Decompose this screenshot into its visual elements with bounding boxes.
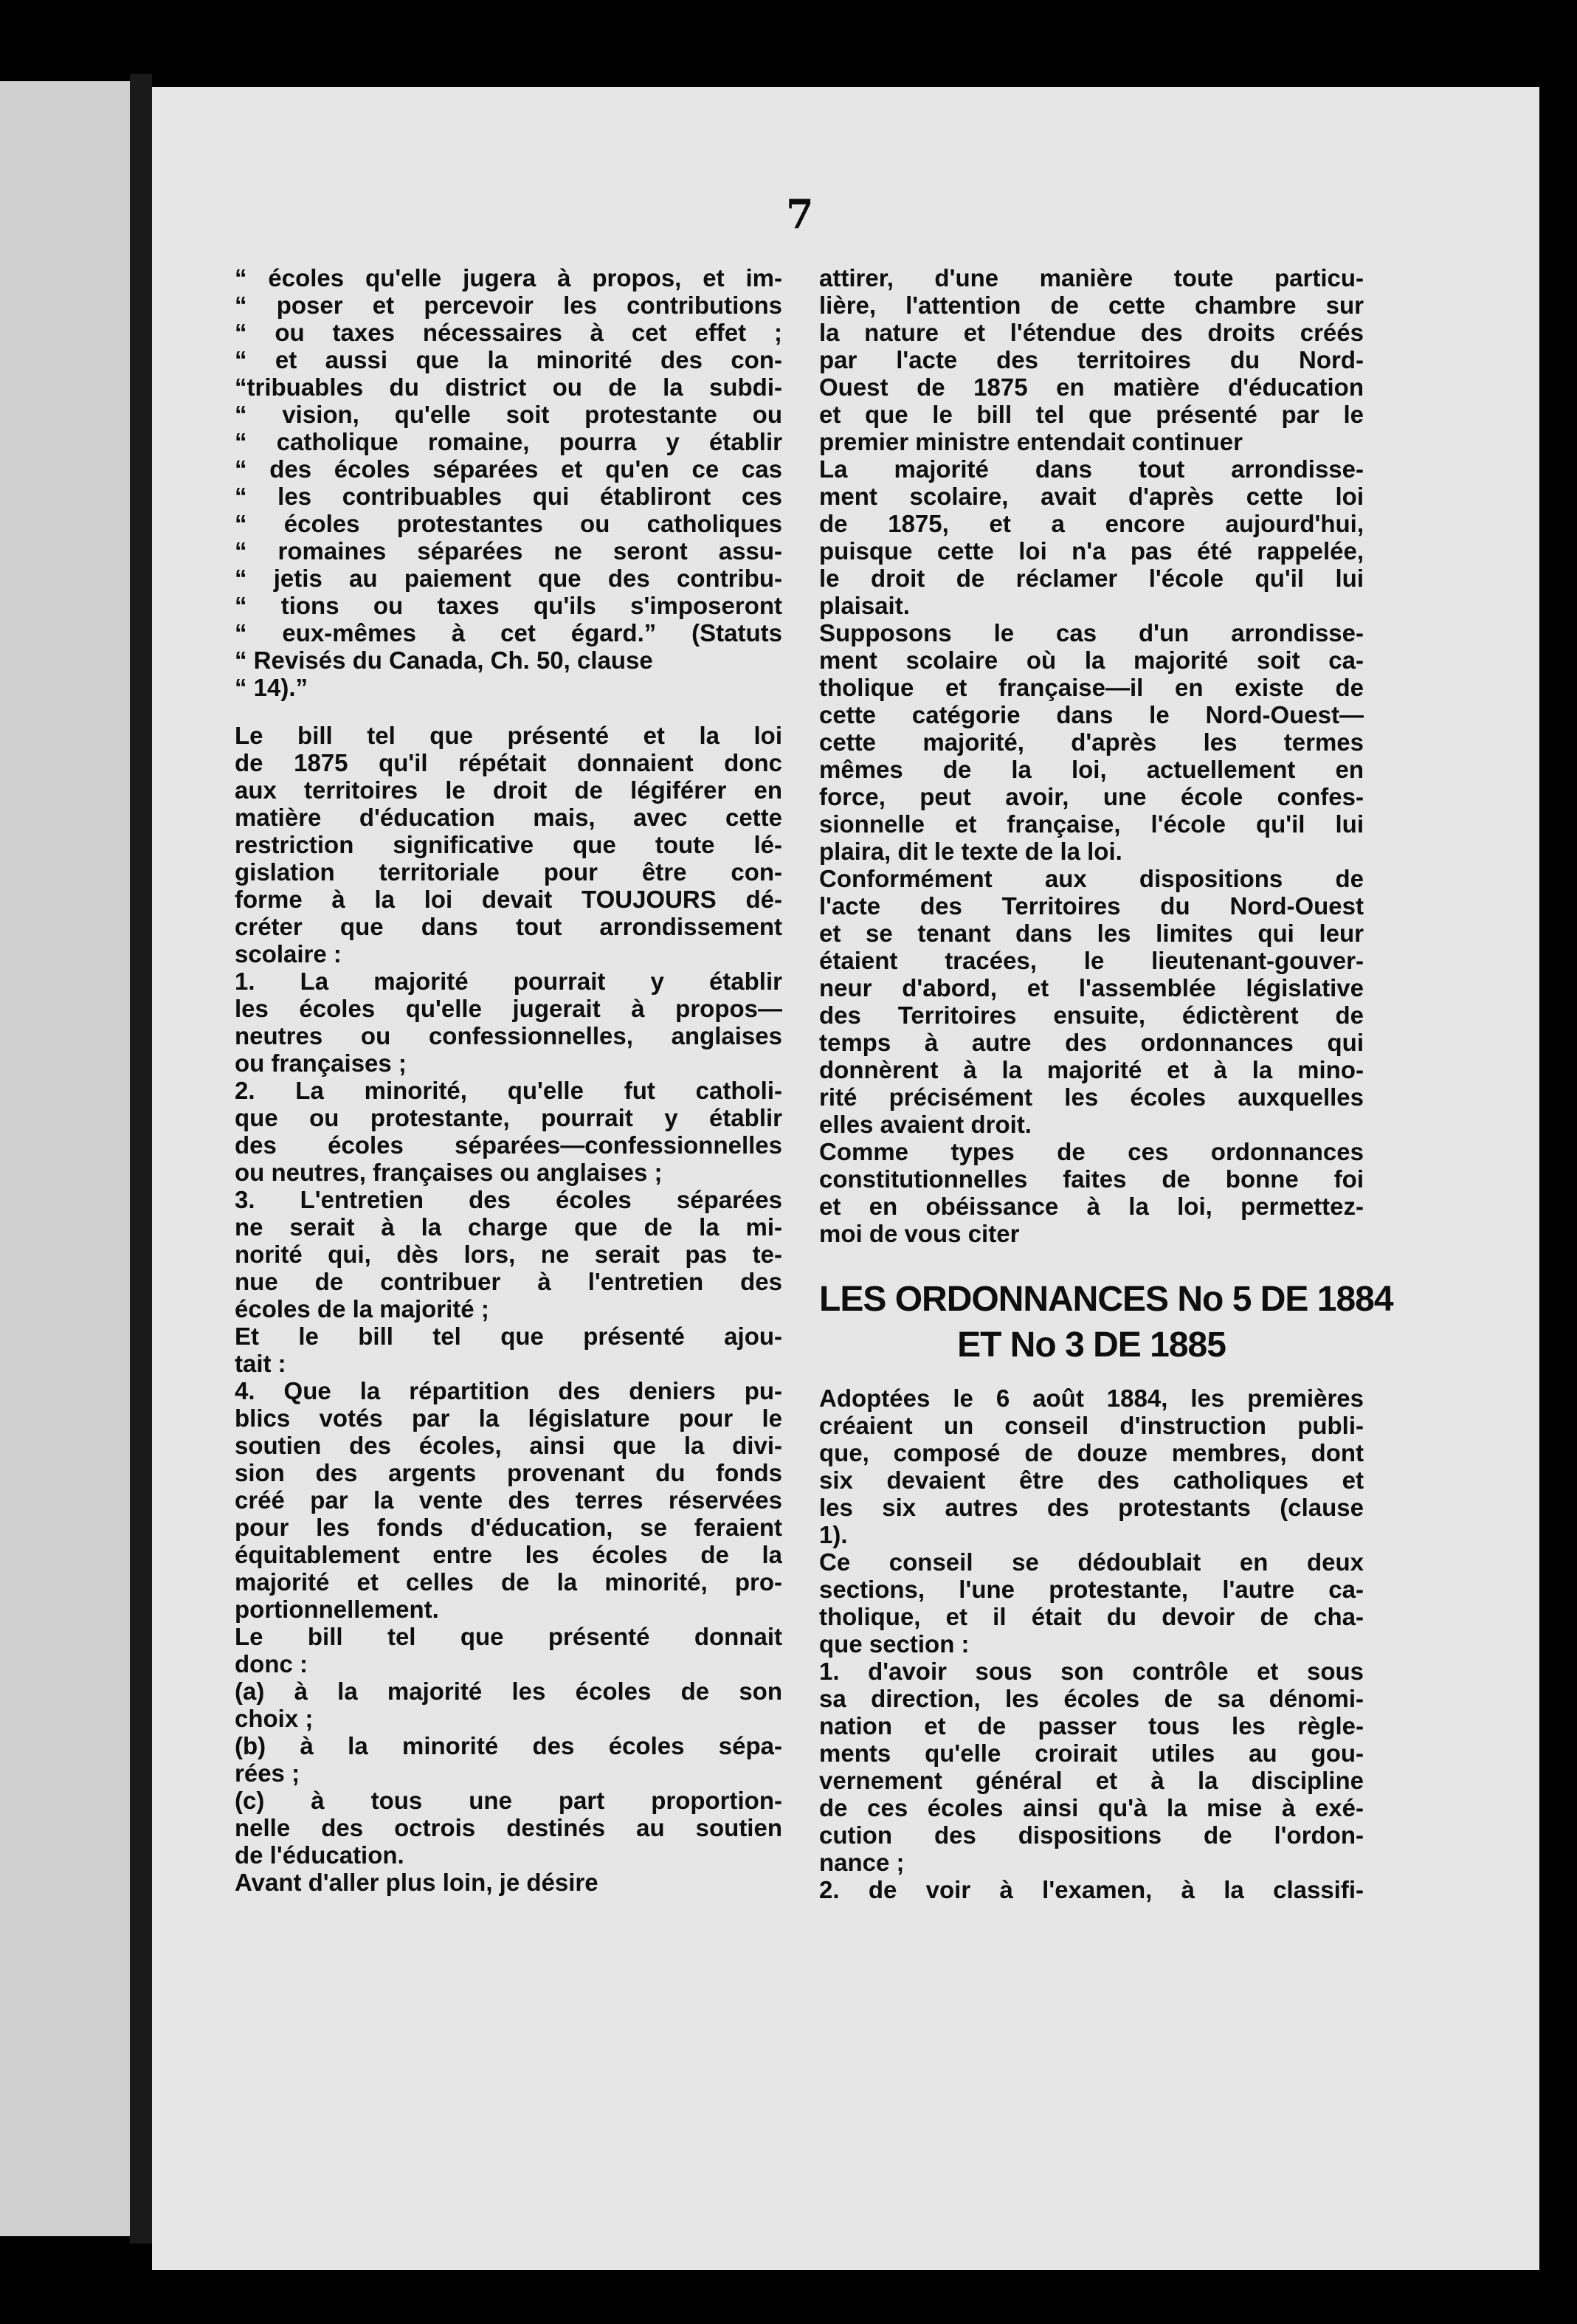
text-line: “ les contribuables qui établiront ces [235,483,782,510]
text-line: cution des dispositions de l'ordon- [819,1821,1364,1849]
text-line: ment scolaire, avait d'après cette loi [819,483,1364,510]
text-line: donc : [235,1650,308,1678]
text-line: créé par la vente des terres réservées [235,1486,782,1514]
text-line: moi de vous citer [819,1220,1020,1247]
text-line: rité précisément les écoles auxquelles [819,1083,1364,1111]
text-line: “ écoles qu'elle jugera à propos, et im- [235,264,782,292]
text-line: “ jetis au paiement que des contribu- [235,565,782,592]
text-line: l'acte des Territoires du Nord-Ouest [819,892,1364,920]
text-line: donnèrent à la majorité et à la mino- [819,1056,1364,1083]
text-line: Avant d'aller plus loin, je désire [235,1869,598,1896]
text-line: des Territoires ensuite, édictèrent de [819,1001,1364,1029]
text-line: vernement général et à la discipline [819,1767,1364,1794]
text-line: elles avaient droit. [819,1111,1032,1138]
section-heading-line-2: ET No 3 DE 1885 [957,1325,1226,1365]
text-line: créter que dans tout arrondissement [235,913,782,940]
text-line: “ des écoles séparées et qu'en ce cas [235,455,782,483]
text-line: par l'acte des territoires du Nord- [819,346,1364,373]
text-line: 1. d'avoir sous son contrôle et sous [819,1658,1364,1685]
text-line: forme à la loi devait TOUJOURS dé- [235,886,782,913]
text-line: équitablement entre les écoles de la [235,1541,782,1568]
text-line: et que le bill tel que présenté par le [819,401,1364,428]
text-line: six devaient être des catholiques et [819,1466,1364,1494]
text-line: rées ; [235,1759,300,1787]
text-line: Ouest de 1875 en matière d'éducation [819,373,1364,401]
right-column [819,264,1393,1903]
text-line: pour les fonds d'éducation, se feraient [235,1514,782,1541]
text-line: matière d'éducation mais, avec cette [235,804,782,831]
text-line: Et le bill tel que présenté ajou- [235,1323,782,1350]
text-line: soutien des écoles, ainsi que la divi- [235,1432,782,1459]
text-line: mêmes de la loi, actuellement en [819,756,1364,783]
text-line: majorité et celles de la minorité, pro- [235,1568,782,1596]
text-line: ou françaises ; [235,1049,407,1077]
text-line: puisque cette loi n'a pas été rappelée, [819,537,1364,565]
text-line: plaira, dit le texte de la loi. [819,838,1122,865]
text-line: cette catégorie dans le Nord-Ouest— [819,701,1364,728]
text-line: “ romaines séparées ne seront assu- [235,537,782,565]
text-line: attirer, d'une manière toute particu- [819,264,1364,292]
text-line: “tribuables du district ou de la subdi- [235,373,782,401]
text-line: “ 14).” [235,674,308,701]
text-line: “ Revisés du Canada, Ch. 50, clause [235,646,653,674]
text-line: neutres ou confessionnelles, anglaises [235,1022,782,1049]
text-line: restriction significative que toute lé- [235,831,782,858]
text-line: Comme types de ces ordonnances [819,1138,1364,1165]
text-line: sionnelle et française, l'école qu'il lui [819,810,1364,838]
text-line: écoles de la majorité ; [235,1295,489,1323]
text-line: (c) à tous une part proportion- [235,1787,782,1814]
text-line: tholique et française—il en existe de [819,674,1364,701]
text-line: neur d'abord, et l'assemblée législative [819,974,1364,1001]
text-line: nue de contribuer à l'entretien des [235,1268,782,1295]
left-column [235,264,782,1896]
text-line: “ tions ou taxes qu'ils s'imposeront [235,592,782,619]
text-line: “ et aussi que la minorité des con- [235,346,782,373]
text-line: 2. de voir à l'examen, à la classifi- [819,1876,1364,1903]
text-line: portionnellement. [235,1596,439,1623]
text-line: sion des argents provenant du fonds [235,1459,782,1486]
text-line: Adoptées le 6 août 1884, les premières [819,1385,1364,1412]
right-column-bottom-text [819,1385,1364,1903]
text-line: cette majorité, d'après les termes [819,728,1364,756]
text-line: “ vision, qu'elle soit protestante ou [235,401,782,428]
text-line: que, composé de douze membres, dont [819,1439,1364,1466]
text-line: Ce conseil se dédoublait en deux [819,1548,1364,1576]
text-line: scolaire : [235,940,342,968]
text-line: aux territoires le droit de légiférer en [235,776,782,804]
text-line: créaient un conseil d'instruction publi- [819,1412,1364,1439]
text-line: de ces écoles ainsi qu'à la mise à exé- [819,1794,1364,1821]
text-line: 4. Que la répartition des deniers pu- [235,1377,782,1404]
text-line: sa direction, les écoles de sa dénomi- [819,1685,1364,1712]
text-line: 2. La minorité, qu'elle fut catholi- [235,1077,782,1104]
text-line: blics votés par la législature pour le [235,1404,782,1432]
text-line: constitutionnelles faites de bonne foi [819,1165,1364,1193]
right-column-top-text [819,264,1364,1247]
text-line: ne serait à la charge que de la mi- [235,1213,782,1241]
text-line: 1. La majorité pourrait y établir [235,968,782,995]
text-line: Le bill tel que présenté donnait [235,1623,782,1650]
text-line: La majorité dans tout arrondisse- [819,455,1364,483]
text-line: tait : [235,1350,286,1377]
text-line: que section : [819,1630,970,1658]
text-line: des écoles séparées—confessionnelles [235,1131,782,1159]
text-line: “ poser et percevoir les contributions [235,292,782,319]
text-line: nelle des octrois destinés au soutien [235,1814,782,1841]
text-line: plaisait. [819,592,910,619]
page-number: 7 [786,190,814,238]
text-line: premier ministre entendait continuer [819,428,1243,455]
text-line: le droit de réclamer l'école qu'il lui [819,565,1364,592]
text-line: Supposons le cas d'un arrondisse- [819,619,1364,646]
text-line: (a) à la majorité les écoles de son [235,1678,782,1705]
spacer [819,1368,1364,1385]
text-line: force, peut avoir, une école confes- [819,783,1364,810]
text-line: et se tenant dans les limites qui leur [819,920,1364,947]
text-line: étaient tracées, le lieutenant-gouver- [819,947,1364,974]
section-heading-line-1: LES ORDONNANCES No 5 DE 1884 [819,1280,1393,1319]
text-line: choix ; [235,1705,314,1732]
text-line: de 1875, et a encore aujourd'hui, [819,510,1364,537]
text-line: la nature et l'étendue des droits créés [819,319,1364,346]
text-line: ou neutres, françaises ou anglaises ; [235,1159,663,1186]
text-line: (b) à la minorité des écoles sépa- [235,1732,782,1759]
text-line: norité qui, dès lors, ne serait pas te- [235,1241,782,1268]
previous-page-edge [0,81,130,2236]
text-line: Le bill tel que présenté et la loi [235,722,782,749]
text-line: les six autres des protestants (clause [819,1494,1364,1521]
page-gutter [130,74,152,2244]
text-line: “ catholique romaine, pourra y établir [235,428,782,455]
text-line: 1). [819,1521,848,1548]
paragraph-gap [235,701,782,722]
text-line: sections, l'une protestante, l'autre ca- [819,1576,1364,1603]
text-line: 3. L'entretien des écoles séparées [235,1186,782,1213]
text-line: “ ou taxes nécessaires à cet effet ; [235,319,782,346]
text-line: gislation territoriale pour être con- [235,858,782,886]
text-line: de l'éducation. [235,1841,404,1869]
text-line: les écoles qu'elle jugerait à propos— [235,995,782,1022]
text-line: nance ; [819,1849,905,1876]
text-line: ments qu'elle croirait utiles au gou- [819,1739,1364,1767]
text-line: “ écoles protestantes ou catholiques [235,510,782,537]
text-line: lière, l'attention de cette chambre sur [819,292,1364,319]
text-line: nation et de passer tous les règle- [819,1712,1364,1739]
text-line: temps à autre des ordonnances qui [819,1029,1364,1056]
text-line: que ou protestante, pourrait y établir [235,1104,782,1131]
text-line: et en obéissance à la loi, permettez- [819,1193,1364,1220]
spacer [819,1247,1364,1277]
text-line: tholique, et il était du devoir de cha- [819,1603,1364,1630]
text-line: “ eux-mêmes à cet égard.” (Statuts [235,619,782,646]
text-line: de 1875 qu'il répétait donnaient donc [235,749,782,776]
text-line: ment scolaire où la majorité soit ca- [819,646,1364,674]
text-line: Conformément aux dispositions de [819,865,1364,892]
